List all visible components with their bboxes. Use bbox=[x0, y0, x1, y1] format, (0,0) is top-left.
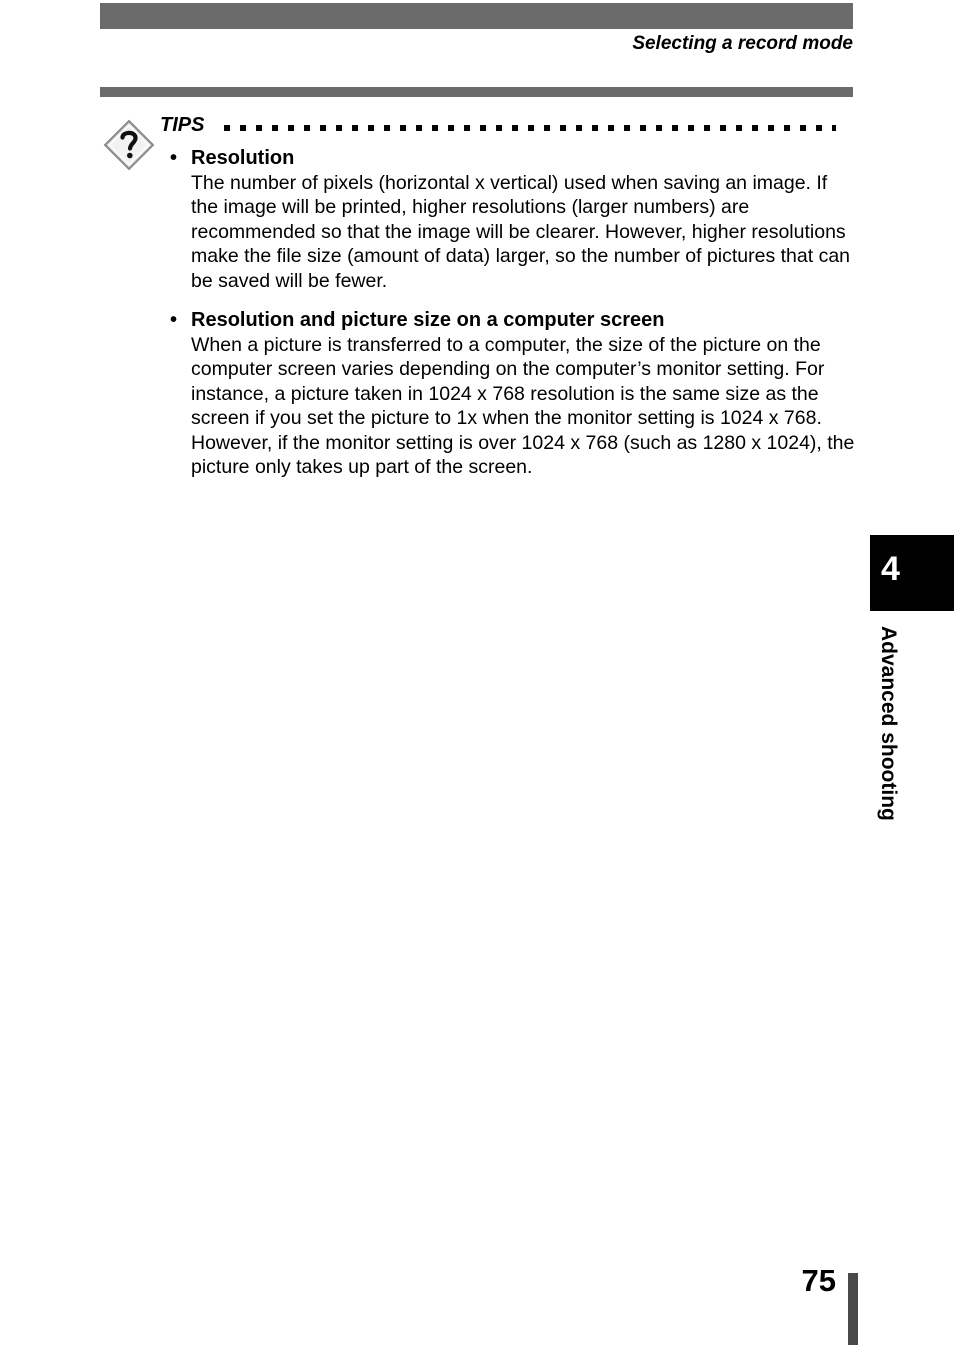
page-number: 75 bbox=[801, 1263, 836, 1298]
tip-item-computer-screen bbox=[170, 308, 860, 480]
chapter-number: 4 bbox=[881, 550, 900, 588]
header-bar bbox=[100, 3, 853, 29]
tip-heading: Resolution bbox=[191, 147, 295, 169]
tip-body: The number of pixels (horizontal x vertical) used when saving an image. If the image will be printed, higher resolutions (larger numbers) are recommended so that the image will be clearer. However, higher resolutions make the file size (amount of data) larger, so the number of pictures that can be saved will be fewer. bbox=[191, 171, 851, 292]
tips-dotted-leader bbox=[224, 124, 836, 132]
section-title: Selecting a record mode bbox=[632, 33, 853, 54]
bullet: • bbox=[170, 309, 178, 331]
bullet: • bbox=[170, 147, 178, 169]
question-diamond-icon bbox=[102, 118, 156, 172]
chapter-label: Advanced shooting bbox=[877, 626, 900, 821]
section-rule bbox=[100, 87, 853, 97]
page-number-bar bbox=[848, 1273, 858, 1345]
tip-heading: Resolution and picture size on a computer screen bbox=[191, 309, 665, 331]
tip-body: When a picture is transferred to a computer, the size of the picture on the computer screen varies depending on the computer’s monitor setting. For instance, a picture taken in 1024 x 768 resolution is the same size as the screen if you set the picture to 1x when the monitor setting is 1024 x 768. However, if the monitor setting is over 1024 x 768 (such as 1280 x 1024), the picture only takes up part of the screen. bbox=[191, 333, 855, 478]
tips-label: TIPS bbox=[160, 114, 205, 136]
tip-item-resolution bbox=[170, 146, 860, 293]
